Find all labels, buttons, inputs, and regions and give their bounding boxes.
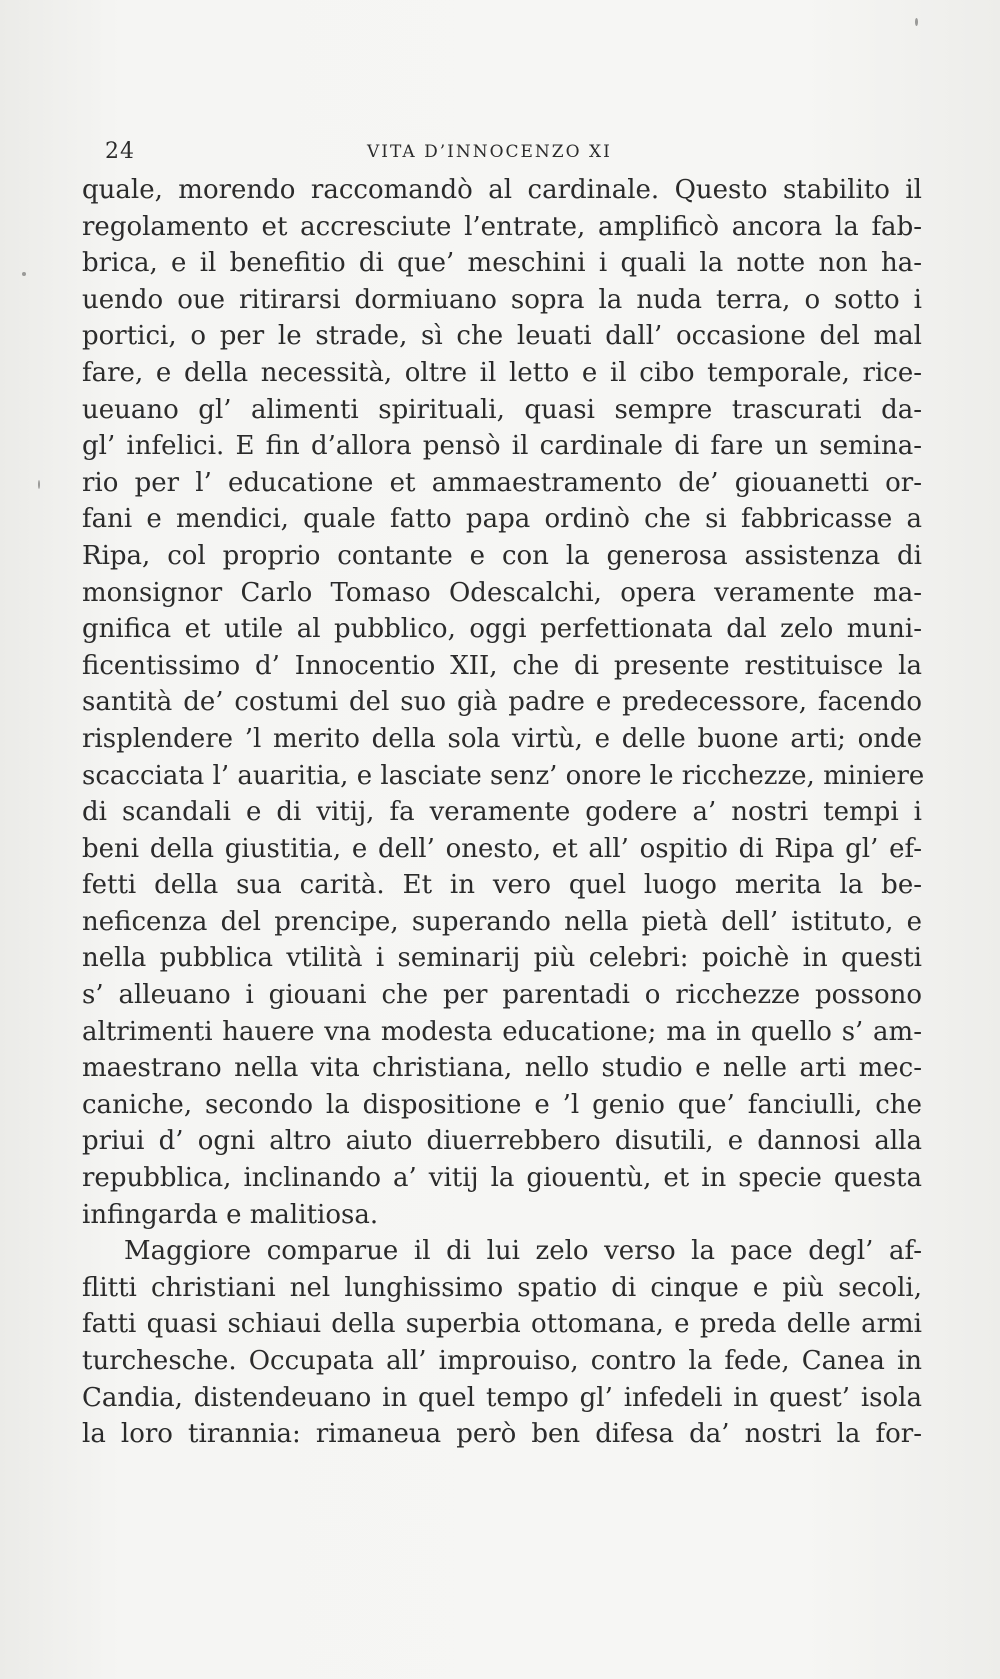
- text-line: fatti quasi schiaui della superbia ottomana, e preda delle armi: [82, 1309, 922, 1340]
- paragraph-end-line: infingarda e malitiosa.: [82, 1199, 379, 1230]
- paper-speck: [22, 272, 26, 276]
- text-line: priui d’ ogni altro aiuto diuerrebbero disutili, e dannosi alla: [82, 1126, 922, 1157]
- running-head: [105, 139, 905, 169]
- text-line: nella pubblica vtilità i seminarij più celebri: poichè in questi: [82, 943, 922, 974]
- paper-speck: [915, 18, 918, 26]
- text-line: scacciata l’ auaritia, e lasciate senz’ onore le ricchezze, miniere: [82, 760, 925, 791]
- text-line: Candia, distendeuano in quel tempo gl’ infedeli in quest’ isola: [82, 1382, 922, 1413]
- text-line: regolamento et accresciute l’entrate, amplificò ancora la fab-: [82, 211, 922, 242]
- text-line: fare, e della necessità, oltre il letto e il cibo temporale, rice-: [82, 357, 922, 388]
- text-line: s’ alleuano i giouani che per parentadi o ricchezze possono: [82, 980, 922, 1011]
- running-title: VITA D’INNOCENZO XI: [367, 142, 612, 162]
- text-line: quale, morendo raccomandò al cardinale. Questo stabilito il: [82, 175, 922, 205]
- text-line: flitti christiani nel lunghissimo spatio di cinque e più secoli,: [82, 1272, 922, 1303]
- text-line: uendo oue ritirarsi dormiuano sopra la nuda terra, o sotto i: [82, 284, 922, 315]
- text-line: beni della giustitia, e dell’ onesto, et all’ ospitio di Ripa gl’ ef-: [82, 833, 922, 864]
- text-line: di scandali e di vitij, fa veramente godere a’ nostri tempi i: [82, 797, 922, 828]
- paragraph-start-line: Maggiore comparue il di lui zelo verso la pace degl’ af-: [124, 1236, 922, 1267]
- text-line: maestrano nella vita christiana, nello studio e nelle arti mec-: [82, 1053, 922, 1084]
- text-line: risplendere ’l merito della sola virtù, e delle buone arti; onde: [82, 723, 922, 754]
- text-line: caniche, secondo la dispositione e ’l genio que’ fanciulli, che: [82, 1089, 922, 1120]
- text-line: gl’ infelici. E fin d’allora pensò il cardinale di fare un semina-: [82, 431, 922, 462]
- text-line: neficenza del prencipe, superando nella pietà dell’ istituto, e: [82, 906, 922, 937]
- body-text: [82, 172, 925, 1453]
- text-line: monsignor Carlo Tomaso Odescalchi, opera veramente ma-: [82, 577, 922, 608]
- text-line: portici, o per le strade, sì che leuati dall’ occasione del mal: [82, 321, 922, 352]
- text-line: repubblica, inclinando a’ vitij la giouentù, et in specie questa: [82, 1163, 922, 1194]
- text-line: ficentissimo d’ Innocentio XII, che di presente restituisce la: [82, 650, 922, 681]
- text-line: fetti della sua carità. Et in vero quel luogo merita la be-: [82, 870, 922, 901]
- text-line: Ripa, col proprio contante e con la generosa assistenza di: [82, 540, 922, 571]
- text-line: brica, e il benefitio di que’ meschini i quali la notte non ha-: [82, 248, 922, 279]
- text-line: santità de’ costumi del suo già padre e predecessore, facendo: [82, 687, 922, 718]
- text-line: fani e mendici, quale fatto papa ordinò che si fabbricasse a: [82, 504, 922, 535]
- text-line: ueuano gl’ alimenti spirituali, quasi sempre trascurati da-: [82, 394, 922, 425]
- paper-speck: [38, 480, 40, 489]
- text-line: la loro tirannia: rimaneua però ben difesa da’ nostri la for-: [82, 1419, 922, 1450]
- text-line: altrimenti hauere vna modesta educatione; ma in quello s’ am-: [82, 1016, 922, 1047]
- page-number: 24: [105, 139, 135, 164]
- text-line: rio per l’ educatione et ammaestramento de’ giouanetti or-: [82, 467, 922, 498]
- text-line: gnifica et utile al pubblico, oggi perfettionata dal zelo muni-: [82, 614, 922, 645]
- text-line: turchesche. Occupata all’ improuiso, contro la fede, Canea in: [82, 1346, 922, 1376]
